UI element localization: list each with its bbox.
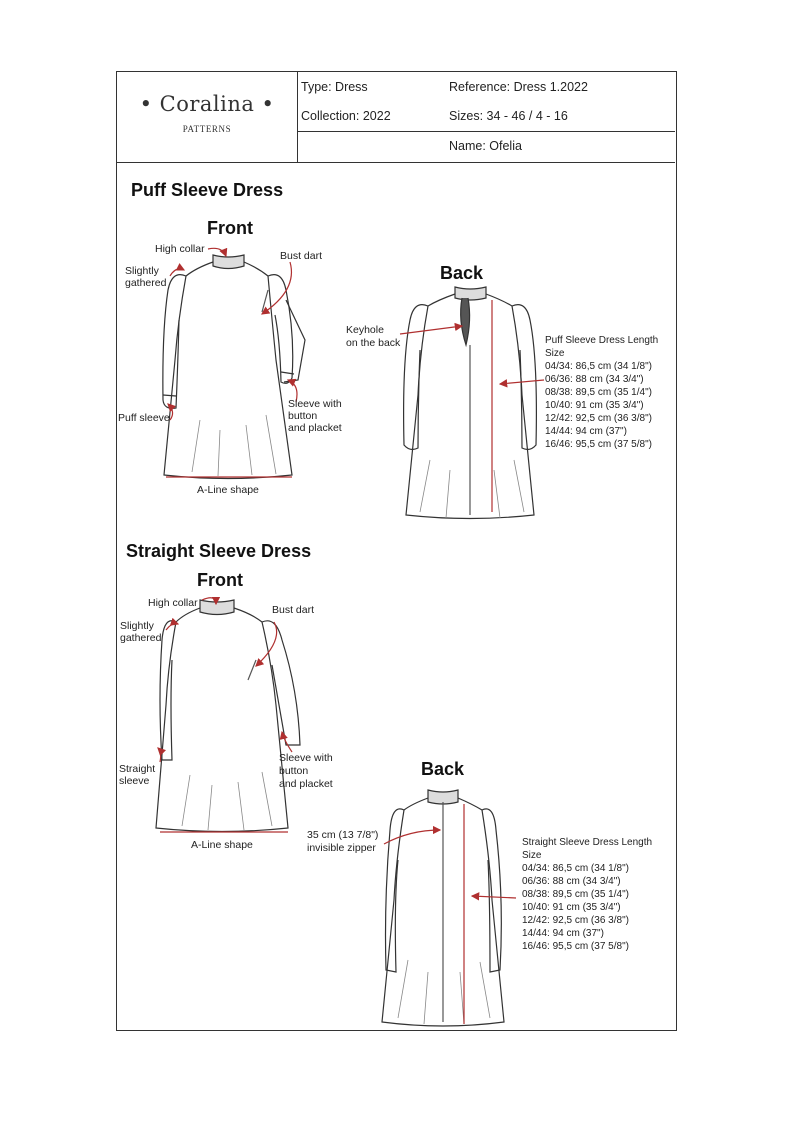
straight-straight-sleeve-label-1: Straight xyxy=(119,763,156,775)
puff-length-row: 12/42: 92,5 cm (36 3/8") xyxy=(545,413,652,424)
straight-sleeve-label-1: Sleeve with xyxy=(279,752,333,764)
straight-size-label: Size xyxy=(522,850,542,861)
puff-puff-sleeve-label: Puff sleeve xyxy=(118,412,170,424)
puff-length-row: 04/34: 86,5 cm (34 1/8") xyxy=(545,361,652,372)
straight-length-row: 06/36: 88 cm (34 3/4") xyxy=(522,876,621,887)
puff-gathered-label-1: Slightly xyxy=(125,265,159,277)
puff-length-row: 08/38: 89,5 cm (35 1/4") xyxy=(545,387,652,398)
puff-sleeve-label-3: and placket xyxy=(288,422,342,434)
straight-straight-sleeve-label-2: sleeve xyxy=(119,775,150,787)
reference-field: Reference: Dress 1.2022 xyxy=(449,80,588,94)
puff-bust-dart-label: Bust dart xyxy=(280,250,323,262)
straight-aline-label: A-Line shape xyxy=(191,839,253,851)
header-row-info xyxy=(297,72,675,132)
puff-length-row: 10/40: 91 cm (35 3/4") xyxy=(545,400,644,411)
puff-size-label: Size xyxy=(545,348,565,359)
puff-keyhole-label-1: Keyhole xyxy=(346,324,384,336)
straight-zipper-label-1: 35 cm (13 7/8") xyxy=(307,829,379,841)
puff-sleeve-label-2: button xyxy=(288,410,318,422)
header-table xyxy=(117,72,675,163)
name-field: Name: Ofelia xyxy=(449,139,522,153)
straight-section-title: Straight Sleeve Dress xyxy=(126,541,312,561)
straight-high-collar-label: High collar xyxy=(148,597,198,609)
puff-length-row: 06/36: 88 cm (34 3/4") xyxy=(545,374,644,385)
puff-gathered-label-2: gathered xyxy=(125,277,167,289)
puff-aline-label: A-Line shape xyxy=(197,484,259,496)
puff-sleeve-label-1: Sleeve with xyxy=(288,398,342,410)
brand-name: • Coralina • xyxy=(139,92,275,116)
collection-field: Collection: 2022 xyxy=(301,109,391,123)
puff-high-collar-label: High collar xyxy=(155,243,205,255)
straight-sleeve-label-2: button xyxy=(279,765,309,777)
sizes-field: Sizes: 34 - 46 / 4 - 16 xyxy=(449,109,568,123)
straight-sleeve-label-3: and placket xyxy=(279,778,333,790)
straight-length-row: 12/42: 92,5 cm (36 3/8") xyxy=(522,915,629,926)
straight-length-row: 14/44: 94 cm (37") xyxy=(522,928,604,939)
puff-length-row: 16/46: 95,5 cm (37 5/8") xyxy=(545,439,652,450)
straight-gathered-label-1: Slightly xyxy=(120,620,154,632)
straight-bust-dart-label: Bust dart xyxy=(272,604,315,616)
brand-logo xyxy=(117,72,298,162)
header-row-name xyxy=(297,131,675,161)
straight-length-row: 04/34: 86,5 cm (34 1/8") xyxy=(522,863,629,874)
straight-zipper-label-2: invisible zipper xyxy=(307,842,376,854)
straight-gathered-label-2: gathered xyxy=(120,632,162,644)
puff-back-label: Back xyxy=(440,263,484,283)
straight-length-row: 08/38: 89,5 cm (35 1/4") xyxy=(522,889,629,900)
type-field: Type: Dress xyxy=(301,80,368,94)
straight-back-label: Back xyxy=(421,759,465,779)
straight-front-label: Front xyxy=(197,570,243,590)
straight-length-title: Straight Sleeve Dress Length xyxy=(522,837,653,848)
puff-section-title: Puff Sleeve Dress xyxy=(131,180,284,200)
straight-length-row: 10/40: 91 cm (35 3/4") xyxy=(522,902,621,913)
puff-front-label: Front xyxy=(207,218,253,238)
puff-keyhole-label-2: on the back xyxy=(346,337,401,349)
brand-subtitle: PATTERNS xyxy=(182,124,232,134)
puff-length-row: 14/44: 94 cm (37") xyxy=(545,426,627,437)
puff-length-title: Puff Sleeve Dress Length xyxy=(545,335,659,346)
straight-length-row: 16/46: 95,5 cm (37 5/8") xyxy=(522,941,629,952)
